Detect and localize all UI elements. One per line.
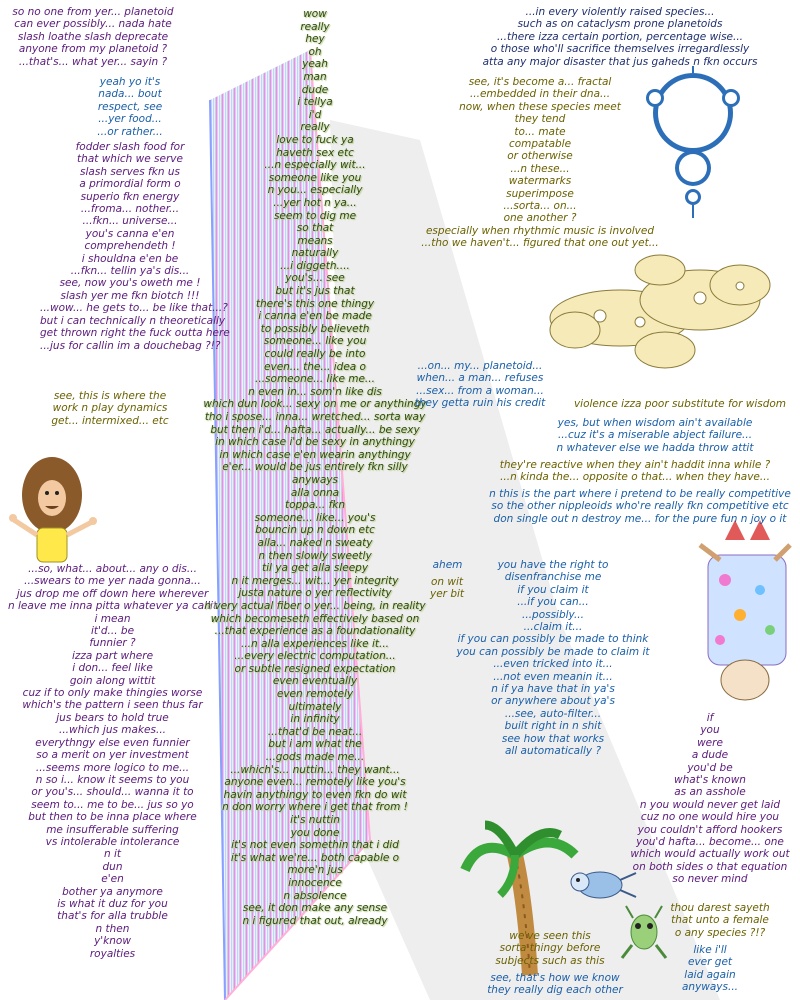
text-line: if bbox=[706, 712, 714, 724]
text-line: you's canna e'en bbox=[85, 227, 175, 240]
text-line: or subtle resigned expectation bbox=[234, 662, 396, 675]
text-line: really bbox=[300, 121, 330, 134]
text-line: anyways bbox=[291, 473, 338, 486]
text-line: like i'll bbox=[693, 944, 727, 956]
right-block-dude bbox=[620, 712, 800, 886]
text-line: n i figured that out, already bbox=[242, 914, 388, 927]
upside-down-figure-drawing bbox=[700, 520, 790, 700]
center-poem-column bbox=[195, 8, 435, 927]
text-line: someone... like... you's bbox=[254, 511, 376, 524]
left-block-dynamics bbox=[40, 390, 180, 427]
text-line: ever get bbox=[687, 956, 733, 969]
text-line: if you can possibly be made to think bbox=[457, 633, 649, 646]
text-line: n then slowly sweetly bbox=[258, 549, 372, 562]
text-line: which's the pattern i seen thus far bbox=[22, 699, 203, 712]
text-line: bother ya anymore bbox=[62, 885, 163, 898]
text-line: me insufferable suffering bbox=[46, 823, 179, 836]
text-line: don single out n destroy me... for the pure fun n joy o it bbox=[493, 512, 787, 525]
text-line: a primordial form o bbox=[79, 178, 181, 191]
text-line: you have the right to bbox=[497, 559, 609, 571]
left-block-respect bbox=[70, 76, 190, 138]
text-line: naturally bbox=[291, 247, 339, 260]
text-line: ...that experience as a foundationality bbox=[214, 625, 416, 638]
text-line: nada... bout bbox=[98, 88, 162, 101]
text-line: i'd bbox=[308, 108, 322, 121]
text-line: n it merges... wit... yer integrity bbox=[231, 574, 399, 587]
text-line: o any species ?!? bbox=[674, 926, 766, 939]
text-line: ...which's... nuttin... they want... bbox=[230, 763, 400, 776]
text-line: could really be into bbox=[264, 348, 366, 361]
text-line: really bbox=[300, 20, 330, 33]
text-line: compatable bbox=[508, 138, 572, 151]
text-line: one another ? bbox=[503, 212, 577, 225]
text-line: someone like you bbox=[268, 171, 362, 184]
text-line: ...sex... from a woman... bbox=[416, 384, 544, 397]
text-line: hey bbox=[305, 33, 325, 46]
text-line: ...seems more logico to me... bbox=[35, 761, 190, 774]
text-line: respect, see bbox=[97, 100, 163, 113]
text-line: even eventually bbox=[272, 675, 358, 688]
text-line: seem to... me to be... jus so yo bbox=[31, 798, 194, 811]
text-line: it'd... be bbox=[90, 625, 135, 638]
text-line: fodder slash food for bbox=[75, 141, 185, 153]
text-line: disenfranchise me bbox=[504, 571, 602, 584]
text-line: you done bbox=[290, 826, 340, 839]
right-block-sayeth bbox=[655, 902, 785, 939]
text-line: is what it duz for you bbox=[57, 897, 168, 910]
text-line: see, it's become a... fractal bbox=[468, 76, 612, 88]
text-line: so never mind bbox=[672, 873, 748, 886]
text-line: you can possibly be made to claim it bbox=[456, 645, 650, 658]
text-line: they're reactive when they ain't haddit inna while ? bbox=[499, 459, 771, 471]
text-line: means bbox=[297, 234, 333, 247]
text-line: love to fuck ya bbox=[276, 133, 354, 146]
text-line: n this is the part where i pretend to be really competitive bbox=[489, 488, 791, 500]
text-line: ...jus for callin im a douchebag ?!? bbox=[40, 339, 221, 352]
text-line: there's this one thingy bbox=[255, 297, 375, 310]
text-line: vs intolerable intolerance bbox=[45, 835, 180, 848]
text-line: n it bbox=[103, 848, 122, 861]
left-block-what-about bbox=[0, 563, 225, 960]
right-block-species bbox=[445, 6, 795, 68]
text-line: ...every electric computation... bbox=[234, 650, 396, 663]
text-line: ...wow... he gets to... be like that...? bbox=[40, 302, 228, 315]
text-line: see, this is where the bbox=[53, 390, 167, 402]
right-block-reactive bbox=[480, 459, 790, 484]
text-line: they tend bbox=[514, 113, 566, 126]
text-line: even remotely bbox=[276, 688, 354, 701]
text-line: ...which jus makes... bbox=[58, 724, 166, 737]
right-block-wisdom bbox=[555, 417, 755, 454]
text-line: ...or rather... bbox=[97, 125, 163, 138]
text-line: ...see, auto-filter... bbox=[504, 707, 602, 720]
text-line: comprehendeth ! bbox=[84, 240, 176, 253]
left-block-planetoid bbox=[3, 6, 183, 68]
text-line: if you claim it bbox=[517, 583, 589, 596]
text-line: tho i spose... inna... wretched... sorta way bbox=[204, 411, 426, 423]
text-line: more'n jus bbox=[287, 864, 343, 877]
text-line: funnier ? bbox=[89, 637, 136, 650]
text-line: see how that works bbox=[501, 732, 605, 745]
text-line: alla... naked n sweaty bbox=[257, 536, 373, 549]
text-line: n very actual fiber o yer... being, in reality bbox=[204, 599, 426, 612]
text-line: ...not even meanin it... bbox=[493, 670, 613, 683]
text-line: y'know bbox=[94, 935, 131, 948]
text-line: cuz no one would hire you bbox=[640, 811, 780, 824]
text-line: in which case i'd be sexy in anythingy bbox=[215, 436, 415, 449]
text-line: jus bears to hold true bbox=[56, 711, 169, 724]
text-line: ultimately bbox=[288, 700, 342, 713]
right-block-violence bbox=[560, 398, 800, 410]
text-line: n so i... know it seems to you bbox=[35, 773, 190, 786]
text-line: seem to dig me bbox=[273, 209, 357, 222]
text-line: a dude bbox=[691, 749, 729, 762]
text-line: you bbox=[700, 724, 720, 737]
text-line: work n play dynamics bbox=[52, 402, 168, 415]
text-line: anyone even... remotely like you's bbox=[224, 776, 406, 789]
text-line: it's nuttin bbox=[290, 814, 340, 826]
text-line: n then bbox=[95, 922, 130, 935]
text-line: ...claim it... bbox=[523, 621, 583, 634]
text-line: so the other nippleoids who're really fkn competitive etc bbox=[491, 500, 789, 513]
text-line: jus drop me off down here wherever bbox=[16, 587, 209, 600]
text-line: n if ya have that in ya's bbox=[491, 683, 615, 696]
text-line: ...i diggeth.... bbox=[280, 259, 350, 272]
text-line: which becomeseth effectively based on bbox=[210, 612, 420, 625]
text-line: can ever possibly... nada hate bbox=[14, 18, 172, 31]
text-line: all automatically ? bbox=[504, 745, 602, 758]
text-line: ...yer food... bbox=[98, 113, 162, 126]
text-line: thou darest sayeth bbox=[670, 902, 770, 914]
text-line: you couldn't afford hookers bbox=[637, 823, 783, 836]
text-line: that's for alla trubble bbox=[57, 910, 168, 923]
text-line: ...n these... bbox=[510, 162, 570, 175]
text-line: ...fkn... tellin ya's dis... bbox=[70, 265, 190, 278]
text-line: cuz if to only make thingies worse bbox=[22, 687, 203, 700]
text-line: ...swears to me yer nada gonna... bbox=[24, 575, 201, 588]
text-line: n you would never get laid bbox=[639, 798, 781, 811]
text-line: as an asshole bbox=[674, 786, 746, 799]
text-line: ...cuz it's a miserable abject failure... bbox=[557, 429, 753, 442]
text-line: i canna e'en be made bbox=[258, 310, 372, 323]
text-line: yeah bbox=[302, 58, 328, 71]
text-line: you'd hafta... become... one bbox=[636, 836, 784, 849]
text-line: ...tho we haven't... figured that one out yet... bbox=[421, 237, 659, 250]
text-line: they really dig each other bbox=[487, 984, 623, 997]
text-line: n absolence bbox=[283, 889, 347, 902]
right-block-planetoid bbox=[400, 360, 560, 410]
text-line: innocence bbox=[288, 876, 342, 889]
text-line: to... mate bbox=[514, 125, 566, 138]
text-line: it's not even somethin that i did bbox=[231, 839, 399, 852]
text-line: which dun look... sexy on me or anythingy bbox=[203, 398, 427, 411]
text-line: anyways... bbox=[681, 981, 739, 994]
text-line: ...that'd be neat... bbox=[267, 725, 363, 738]
text-line: everythngy else even funnier bbox=[35, 736, 190, 749]
right-block-fractal bbox=[400, 76, 680, 250]
text-line: alla onna bbox=[290, 486, 340, 499]
text-line: they getta ruin his credit bbox=[414, 397, 546, 410]
text-line: slash yer me fkn biotch !!! bbox=[60, 289, 200, 302]
text-line: so that bbox=[296, 222, 334, 235]
text-line: ...n kinda the... opposite o that... when they have... bbox=[500, 471, 770, 484]
text-line: but then to be inna place where bbox=[28, 811, 197, 824]
text-line: or anywhere about ya's bbox=[491, 695, 615, 708]
text-line: when... a man... refuses bbox=[416, 372, 544, 385]
text-line: n you... especially bbox=[267, 184, 363, 197]
text-line: dun bbox=[102, 860, 123, 873]
text-line: slash serves fkn us bbox=[80, 165, 180, 178]
text-line: such as on cataclysm prone planetoids bbox=[517, 18, 723, 31]
text-line: justa nature o yer reflectivity bbox=[238, 587, 392, 600]
text-line: so no one from yer... planetoid bbox=[12, 6, 174, 18]
text-line: that which we serve bbox=[77, 153, 183, 166]
text-line: e'er... would be jus entirely fkn silly bbox=[222, 461, 408, 474]
text-line: especially when rhythmic music is involved bbox=[425, 224, 655, 237]
text-line: yer bit bbox=[429, 588, 465, 601]
text-line: built right in n shit bbox=[504, 720, 602, 733]
text-line: now, when these species meet bbox=[459, 100, 621, 113]
text-line: ...someone... like me... bbox=[255, 373, 375, 386]
text-line: even... the... idea o bbox=[264, 360, 366, 373]
julia-fractal bbox=[550, 255, 770, 368]
text-line: subjects such as this bbox=[495, 954, 605, 967]
text-line: ...fkn... universe... bbox=[82, 215, 178, 228]
text-line: which would actually work out bbox=[630, 848, 790, 861]
text-line: so a merit on yer investment bbox=[36, 749, 189, 762]
text-line: in which case e'en wearin anythingy bbox=[219, 448, 411, 461]
text-line: watermarks bbox=[508, 175, 572, 188]
text-line: laid again bbox=[684, 968, 736, 981]
text-line: n even in... som'n like dis bbox=[248, 385, 382, 398]
text-line: yes, but when wisdom ain't available bbox=[557, 417, 753, 429]
text-line: i tellya bbox=[297, 96, 333, 109]
text-line: slash loathe slash deprecate bbox=[17, 30, 169, 43]
text-line: in infinity bbox=[290, 713, 340, 726]
text-line: or you's... should... wanna it to bbox=[31, 786, 194, 799]
text-line: wow bbox=[303, 8, 327, 20]
text-line: but it's jus that bbox=[275, 285, 355, 298]
text-line: yeah yo it's bbox=[99, 76, 161, 88]
text-line: bouncin up n down etc bbox=[255, 524, 375, 537]
text-line: ...so, what... about... any o dis... bbox=[28, 563, 197, 575]
text-line: ...n alla experiences like it... bbox=[241, 637, 389, 650]
text-line: e'en bbox=[101, 873, 124, 886]
text-line: superio fkn energy bbox=[80, 190, 180, 203]
text-line: ...froma... nother... bbox=[80, 203, 180, 216]
text-line: ...in every violently raised species... bbox=[525, 6, 715, 18]
text-line: see, that's how we know bbox=[490, 972, 620, 984]
text-line: violence izza poor substitute for wisdom bbox=[573, 398, 787, 410]
text-line: or otherwise bbox=[507, 150, 573, 163]
text-line: we've seen this bbox=[509, 930, 591, 942]
longhair-guy-drawing bbox=[9, 457, 97, 562]
text-line: n whatever else we hadda throw attit bbox=[556, 441, 754, 454]
text-line: n don worry where i get that from ! bbox=[222, 801, 408, 814]
right-block-dig bbox=[470, 972, 640, 997]
text-line: ...that's... what yer... sayin ? bbox=[18, 55, 168, 68]
text-line: goin along wittit bbox=[69, 674, 156, 687]
text-line: dude bbox=[301, 83, 329, 96]
text-line: but i can technically n theoretically bbox=[40, 314, 226, 327]
right-block-competitive bbox=[480, 488, 800, 525]
text-line: n leave me inna pitta whatever ya callit bbox=[7, 600, 218, 613]
text-line: ...gods made me... bbox=[265, 751, 365, 764]
text-line: ahem bbox=[432, 559, 463, 571]
text-line: anyone from my planetoid ? bbox=[18, 43, 168, 56]
right-block-seen bbox=[470, 930, 630, 967]
text-line: sorta thingy before bbox=[499, 942, 601, 955]
text-line: toppa... fkn bbox=[284, 499, 346, 512]
text-line: man bbox=[303, 70, 327, 83]
text-line: til ya get alla sleepy bbox=[261, 562, 369, 575]
text-line: that unto a female bbox=[671, 914, 769, 927]
text-line: ...n especially wit... bbox=[264, 159, 366, 172]
text-line: but then i'd... hafta... actually... be sexy bbox=[210, 423, 420, 436]
right-block-laid bbox=[670, 944, 750, 994]
text-line: on wit bbox=[430, 576, 464, 588]
text-line: haveth sex etc bbox=[276, 146, 354, 159]
text-line: ...if you can... bbox=[517, 596, 589, 609]
text-line: izza part where bbox=[71, 649, 154, 662]
text-line: oh bbox=[308, 45, 322, 58]
text-line: ...on... my... planetoid... bbox=[417, 360, 543, 372]
text-line: superimpose bbox=[506, 187, 574, 200]
text-line: what's known bbox=[674, 774, 746, 787]
text-line: ...even tricked into it... bbox=[493, 658, 613, 671]
text-line: were bbox=[697, 736, 723, 749]
text-line: ...embedded in their dna... bbox=[469, 88, 611, 101]
text-line: ...yer hot n ya... bbox=[273, 196, 357, 209]
text-line: atta any major disaster that jus gaheds n fkn occurs bbox=[482, 55, 758, 68]
text-line: to possibly believeth bbox=[260, 322, 370, 335]
text-line: ...there izza certain portion, percentage wise... bbox=[496, 30, 744, 43]
text-line: you's... see bbox=[285, 272, 345, 285]
text-line: royalties bbox=[89, 947, 136, 960]
text-line: but i am what the bbox=[268, 738, 362, 751]
text-line: i shouldna e'en be bbox=[81, 252, 179, 265]
text-line: i mean bbox=[94, 612, 131, 625]
left-block-fodder bbox=[40, 141, 230, 352]
text-line: see, now you's oweth me ! bbox=[59, 277, 201, 290]
text-line: it's what we're... both capable o bbox=[230, 851, 400, 864]
text-line: get... intermixed... etc bbox=[51, 414, 169, 427]
text-line: see, it don make any sense bbox=[242, 902, 388, 915]
text-line: i don... feel like bbox=[72, 662, 153, 675]
text-line: o those who'll sacrifice themselves irregardlessly bbox=[490, 43, 750, 56]
text-line: ...sorta... on... bbox=[503, 200, 577, 213]
text-line: get thrown right the fuck outta here bbox=[40, 327, 230, 340]
text-line: someone... like you bbox=[263, 335, 367, 348]
text-line: havin anythingy to even fkn do wit bbox=[223, 788, 407, 801]
text-line: on both sides o that equation bbox=[632, 860, 788, 873]
text-line: you'd be bbox=[687, 761, 733, 774]
text-line: ...possibly... bbox=[522, 608, 584, 621]
